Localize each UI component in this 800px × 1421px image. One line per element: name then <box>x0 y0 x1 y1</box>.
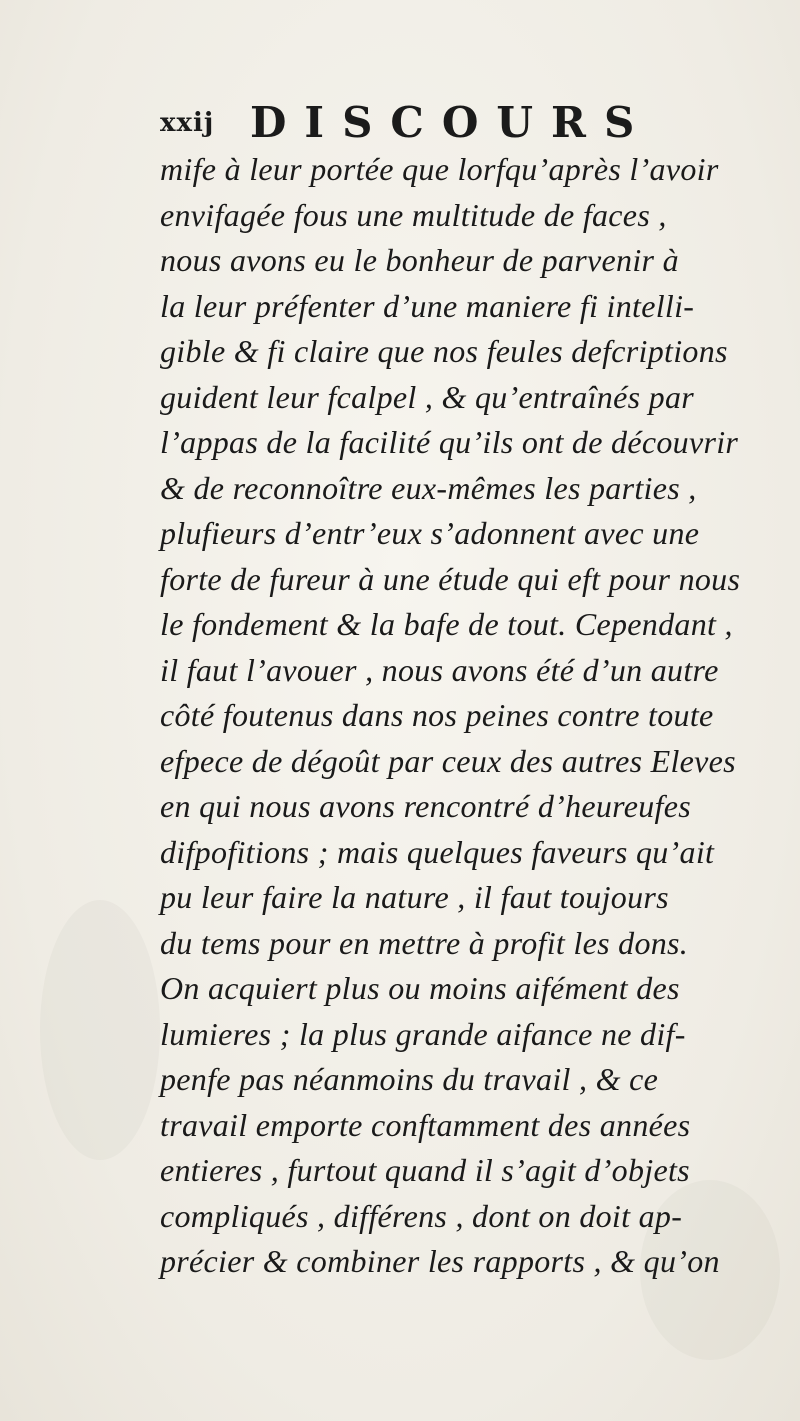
text-line: il faut l’avouer , nous avons été d’un autre <box>160 651 719 688</box>
text-line: côté foutenus dans nos peines contre toute <box>160 697 714 733</box>
text-line: envifagée fous une multitude de faces , <box>160 196 667 233</box>
page-header <box>160 98 680 147</box>
text-line: lumieres ; la plus grande aifance ne dif- <box>160 1015 686 1052</box>
text-line: en qui nous avons rencontré d’heureufes <box>160 788 691 824</box>
text-line: la leur préfenter d’une maniere fi intelli- <box>160 287 695 324</box>
text-line: travail emporte conftamment des années <box>160 1106 691 1143</box>
page-number: xxij <box>160 108 215 138</box>
text-line: nous avons eu le bonheur de parvenir à <box>160 242 679 278</box>
text-line: pu leur faire la nature , il faut toujours <box>160 879 669 915</box>
text-line: plufieurs d’entr’eux s’adonnent avec une <box>160 515 700 551</box>
text-line: entieres , furtout quand il s’agit d’objets <box>160 1152 690 1188</box>
text-line: penfe pas néanmoins du travail , & ce <box>160 1061 659 1097</box>
running-title: DISCOURS <box>250 98 653 147</box>
text-line: & de reconnoître eux-mêmes les parties , <box>160 469 697 506</box>
text-line: du tems pour en mettre à profit les dons. <box>160 924 689 961</box>
body-text <box>160 147 741 1285</box>
text-line: précier & combiner les rapports , & qu’on <box>160 1243 720 1279</box>
text-line: efpece de dégoût par ceux des autres Eleves <box>160 742 736 779</box>
text-line: forte de fureur à une étude qui eft pour nous <box>160 560 741 597</box>
text-line: mife à leur portée que lorfqu’après l’avoir <box>160 151 719 187</box>
text-line: guident leur fcalpel , & qu’entraînés par <box>160 378 695 415</box>
text-line: gible & fi claire que nos feules defcriptions <box>160 333 728 369</box>
text-line: l’appas de la facilité qu’ils ont de découvrir <box>160 424 739 460</box>
text-line: On acquiert plus ou moins aifément des <box>160 970 680 1006</box>
paper-stain <box>40 900 160 1160</box>
text-line: difpofitions ; mais quelques faveurs qu’ait <box>160 833 715 870</box>
text-line: compliqués , différens , dont on doit ap- <box>160 1197 683 1234</box>
text-line: le fondement & la bafe de tout. Cependant , <box>160 606 733 642</box>
